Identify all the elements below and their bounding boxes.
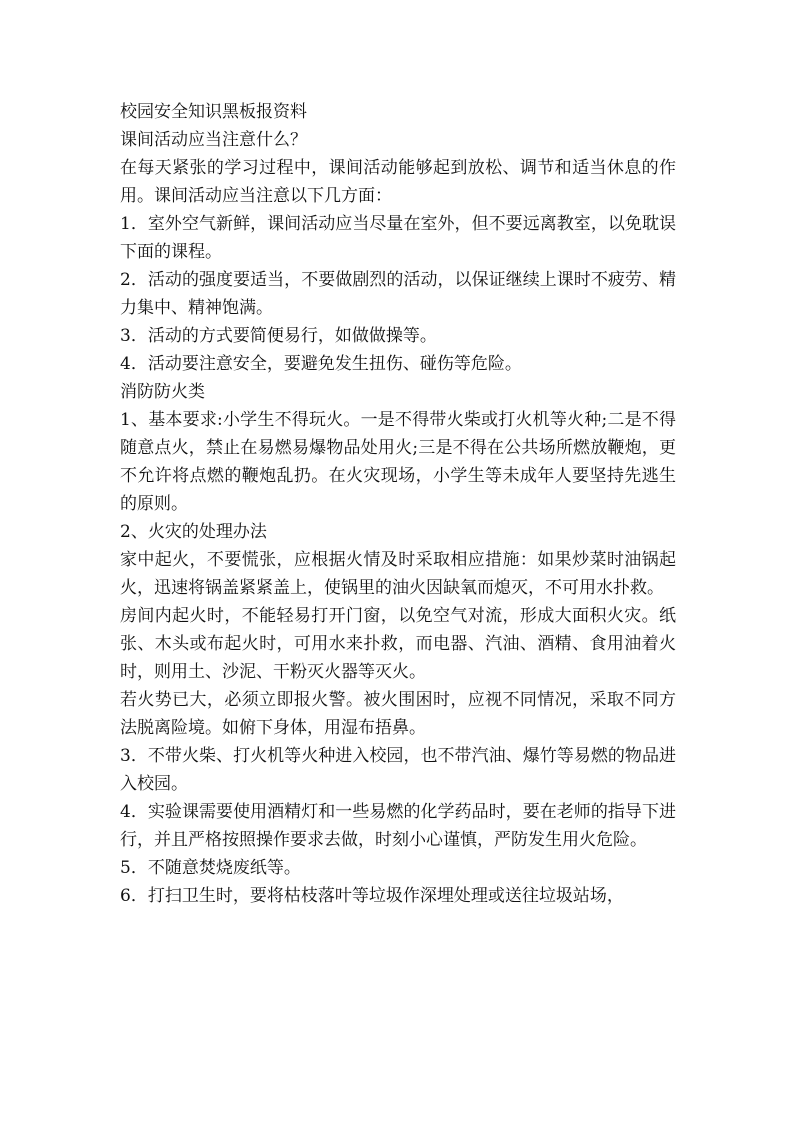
fire-item-6: 6．打扫卫生时，要将枯枝落叶等垃圾作深埋处理或送往垃圾站场， <box>120 886 624 906</box>
fire-alarm-paragraph: 若火势已大，必须立即报火警。被火围困时，应视不同情况，采取不同方法脱离险境。如俯下身体，用湿布捂鼻。 <box>120 690 676 738</box>
fire-item-4: 4．实验课需要使用酒精灯和一些易燃的化学药品时，要在老师的指导下进行，并且严格按照操作要求去做，时刻小心谨慎，严防发生用火危险。 <box>120 802 676 850</box>
document-body <box>120 98 676 910</box>
section-heading-fire: 消防防火类 <box>120 382 205 402</box>
fire-kitchen-paragraph: 家中起火，不要慌张，应根据火情及时采取相应措施：如果炒菜时油锅起火，迅速将锅盖紧紧盖上，使锅里的油火因缺氧而熄灭，不可用水扑救。 <box>120 550 676 598</box>
list-item-3: 3．活动的方式要简便易行，如做做操等。 <box>120 326 437 346</box>
fire-basic-requirements: 1、基本要求:小学生不得玩火。一是不得带火柴或打火机等火种;二是不得随意点火，禁止在易燃易爆物品处用火;三是不得在公共场所燃放鞭炮，更不允许将点燃的鞭炮乱扔。在火灾现场，小学生等未成年人要坚持先逃生的原则。 <box>120 410 676 514</box>
fire-handling-heading: 2、火灾的处理办法 <box>120 522 267 542</box>
list-item-1: 1．室外空气新鲜，课间活动应当尽量在室外，但不要远离教室，以免耽误下面的课程。 <box>120 214 676 262</box>
section-heading-recess: 课间活动应当注意什么？ <box>120 130 307 150</box>
document-title: 校园安全知识黑板报资料 <box>120 102 307 122</box>
list-item-2: 2．活动的强度要适当，不要做剧烈的活动，以保证继续上课时不疲劳、精力集中、精神饱满。 <box>120 270 676 318</box>
fire-room-paragraph: 房间内起火时，不能轻易打开门窗，以免空气对流，形成大面积火灾。纸张、木头或布起火时，可用水来扑救，而电器、汽油、酒精、食用油着火时，则用土、沙泥、干粉灭火器等灭火。 <box>120 606 676 682</box>
fire-item-5: 5．不随意焚烧废纸等。 <box>120 858 301 878</box>
fire-item-3: 3．不带火柴、打火机等火种进入校园，也不带汽油、爆竹等易燃的物品进入校园。 <box>120 746 676 794</box>
list-item-4: 4．活动要注意安全，要避免发生扭伤、碰伤等危险。 <box>120 354 522 374</box>
paragraph-intro: 在每天紧张的学习过程中，课间活动能够起到放松、调节和适当休息的作用。课间活动应当注意以下几方面： <box>120 158 676 206</box>
